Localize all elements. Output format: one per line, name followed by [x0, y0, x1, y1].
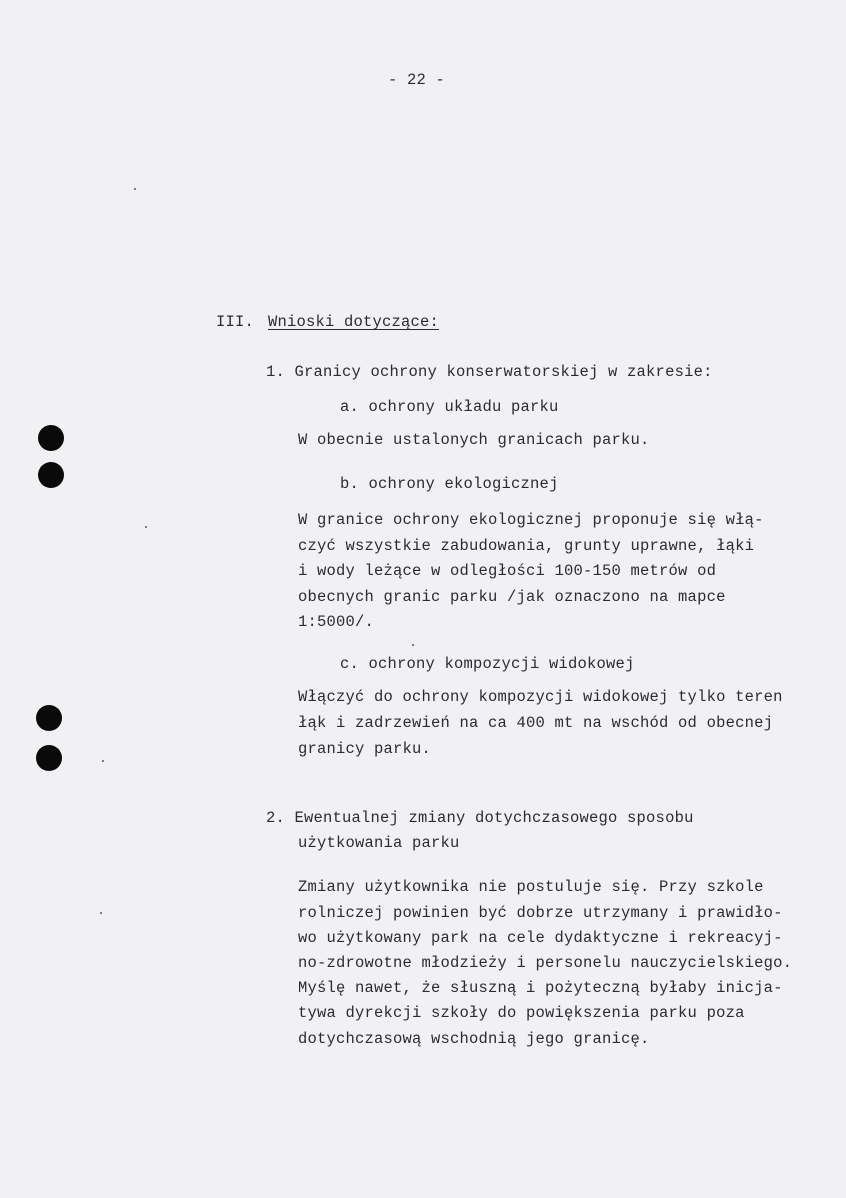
item-1b-line: i wody leżące w odległości 100-150 metrów od — [298, 562, 717, 580]
item-2-line: wo użytkowany park na cele dydaktyczne i rekreacyj- — [298, 929, 783, 947]
section-heading: Wnioski dotyczące: — [268, 313, 440, 331]
paper-speck — [412, 644, 414, 646]
item-1b-line: czyć wszystkie zabudowania, grunty uprawne, łąki — [298, 537, 755, 555]
item-1b-line: 1:5000/. — [298, 613, 375, 631]
item-1c-line: Włączyć do ochrony kompozycji widokowej tylko teren — [298, 688, 783, 706]
item-1b-label: b. ochrony ekologicznej — [340, 475, 559, 493]
paper-speck — [100, 912, 102, 914]
punch-hole — [38, 425, 64, 451]
item-1b-line: obecnych granic parku /jak oznaczono na mapce — [298, 588, 726, 606]
item-2-line: Zmiany użytkownika nie postuluje się. Przy szkole — [298, 878, 764, 896]
item-2-line: rolniczej powinien być dobrze utrzymany i prawidło- — [298, 904, 783, 922]
punch-hole — [36, 745, 62, 771]
item-1c-line: granicy parku. — [298, 740, 432, 758]
item-1a-line: W obecnie ustalonych granicach parku. — [298, 431, 650, 449]
item-2-line: dotychczasową wschodnią jego granicę. — [298, 1030, 650, 1048]
punch-hole — [36, 705, 62, 731]
item-1c-line: łąk i zadrzewień na ca 400 mt na wschód od obecnej — [298, 714, 774, 732]
paper-speck — [145, 526, 147, 528]
page-number: - 22 - — [388, 71, 446, 89]
item-2-line: no-zdrowotne młodzieży i personelu nauczycielskiego. — [298, 954, 793, 972]
item-2-line: Myślę nawet, że słuszną i pożyteczną byłaby inicja- — [298, 979, 783, 997]
item-2-title: 2. Ewentualnej zmiany dotychczasowego sposobu — [266, 809, 694, 827]
paper-speck — [102, 760, 104, 762]
paper-speck — [134, 188, 136, 190]
punch-hole — [38, 462, 64, 488]
item-1a-label: a. ochrony układu parku — [340, 398, 559, 416]
item-1b-line: W granice ochrony ekologicznej proponuje się włą- — [298, 511, 764, 529]
item-2-line: tywa dyrekcji szkoły do powiększenia parku poza — [298, 1004, 745, 1022]
item-1c-label: c. ochrony kompozycji widokowej — [340, 655, 635, 673]
item-1-title: 1. Granicy ochrony konserwatorskiej w zakresie: — [266, 363, 713, 381]
section-numeral: III. — [216, 313, 255, 331]
item-2-title: użytkowania parku — [298, 834, 460, 852]
